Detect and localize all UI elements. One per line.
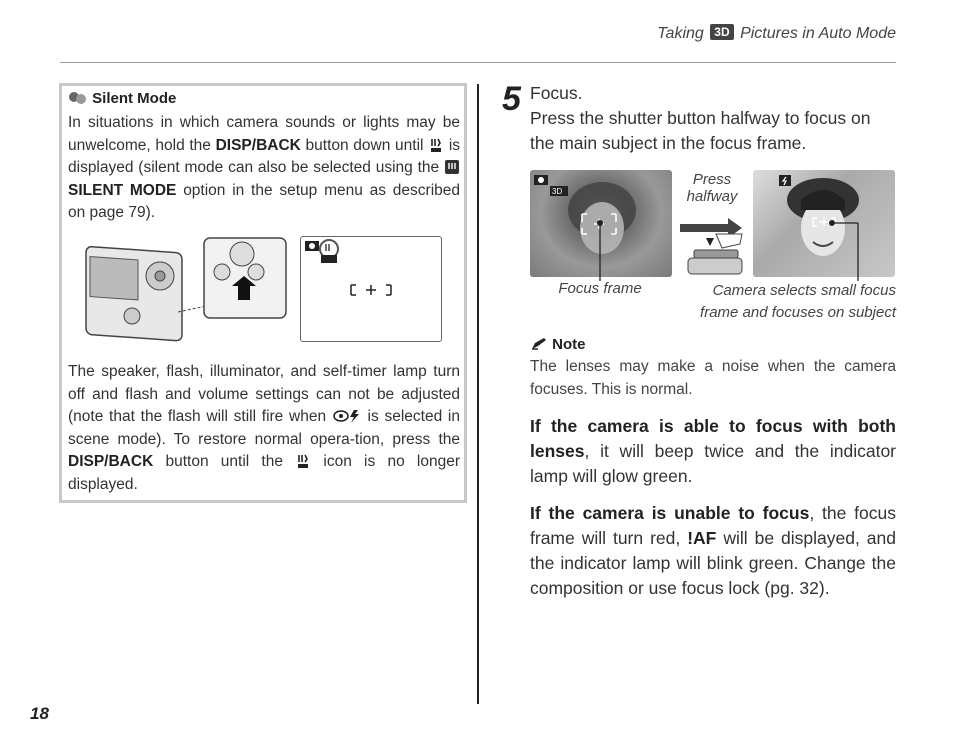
af-warning-indicator: !AF [687,528,717,548]
para-unable-b: will be displayed, and the indicator lamp will blink green. Change the composition or use focus lock (pg. 32). [530,528,897,598]
note-title-text: Note [552,336,586,353]
silent-mode-title-text: Silent Mode [92,90,177,107]
pen-note-icon [530,337,548,351]
caption-camera-selects: Camera selects small focus frame and focuses on subject [700,282,896,321]
lcd-silent-indicator [300,236,442,342]
para-unable-bold: If the camera is unable to focus [530,503,810,523]
para-unable-focus [530,501,896,601]
step-title: Focus. [530,83,583,103]
silent-mode-menu-icon [444,159,460,175]
header-text-pre: Taking [657,25,704,42]
note-body: The lenses may make a noise when the camera focuses. This is normal. [530,358,896,398]
header-text-post: Pictures in Auto Mode [740,25,896,42]
note-title [530,336,586,353]
scene-flash-icon [332,409,362,423]
badge-3d-text: 3D [552,187,563,196]
page-number: 18 [30,704,49,723]
step-number: 5 [502,80,521,118]
disp-back-label: DISP/BACK [215,136,301,154]
callout-lines [596,215,866,283]
running-header [657,24,896,43]
silent-mode-option-label: SILENT MODE [68,181,177,199]
header-rule [60,62,896,63]
para-both-bold: If the camera is able to focus with both lenses [530,416,896,461]
disp-back-label-2: DISP/BACK [68,453,154,470]
para-both-lenses [530,414,896,489]
camera-back-illustration [82,236,302,346]
tip-icon [68,91,88,105]
silent-mode-para-2: The speaker, flash, illuminator, and self-timer lamp turn off and flash and volume settings can not be adjusted (note that the flash will still fire when is selected in scene mode). To restore normal opera-tion, press the DISP/BACK button until the icon is no longer displayed. [68,363,460,493]
silent-off-icon-2 [295,453,311,469]
lcd-display-icon [301,237,441,341]
column-divider [477,84,479,704]
silent-mode-para-1: In situations in which camera sounds or lights may be unwelcome, hold the DISP/BACK button down until is displayed (silent mode can also be selected using the SILENT MODE option in the setup menu as described on page 79). [68,114,461,221]
header-3d-badge: 3D [710,24,733,40]
silent-off-icon [428,137,444,153]
press-halfway-label: Press halfway [686,171,738,205]
step-body: Press the shutter button halfway to focus on the main subject in the focus frame. [530,108,871,153]
para-both-rest: , it will beep twice and the indicator lamp will glow green. [530,441,896,486]
silent-mode-box [59,83,467,503]
silent-mode-title [68,90,176,107]
caption-focus-frame: Focus frame [558,280,642,297]
para-unable-a: , the focus frame will turn red, [530,503,896,548]
